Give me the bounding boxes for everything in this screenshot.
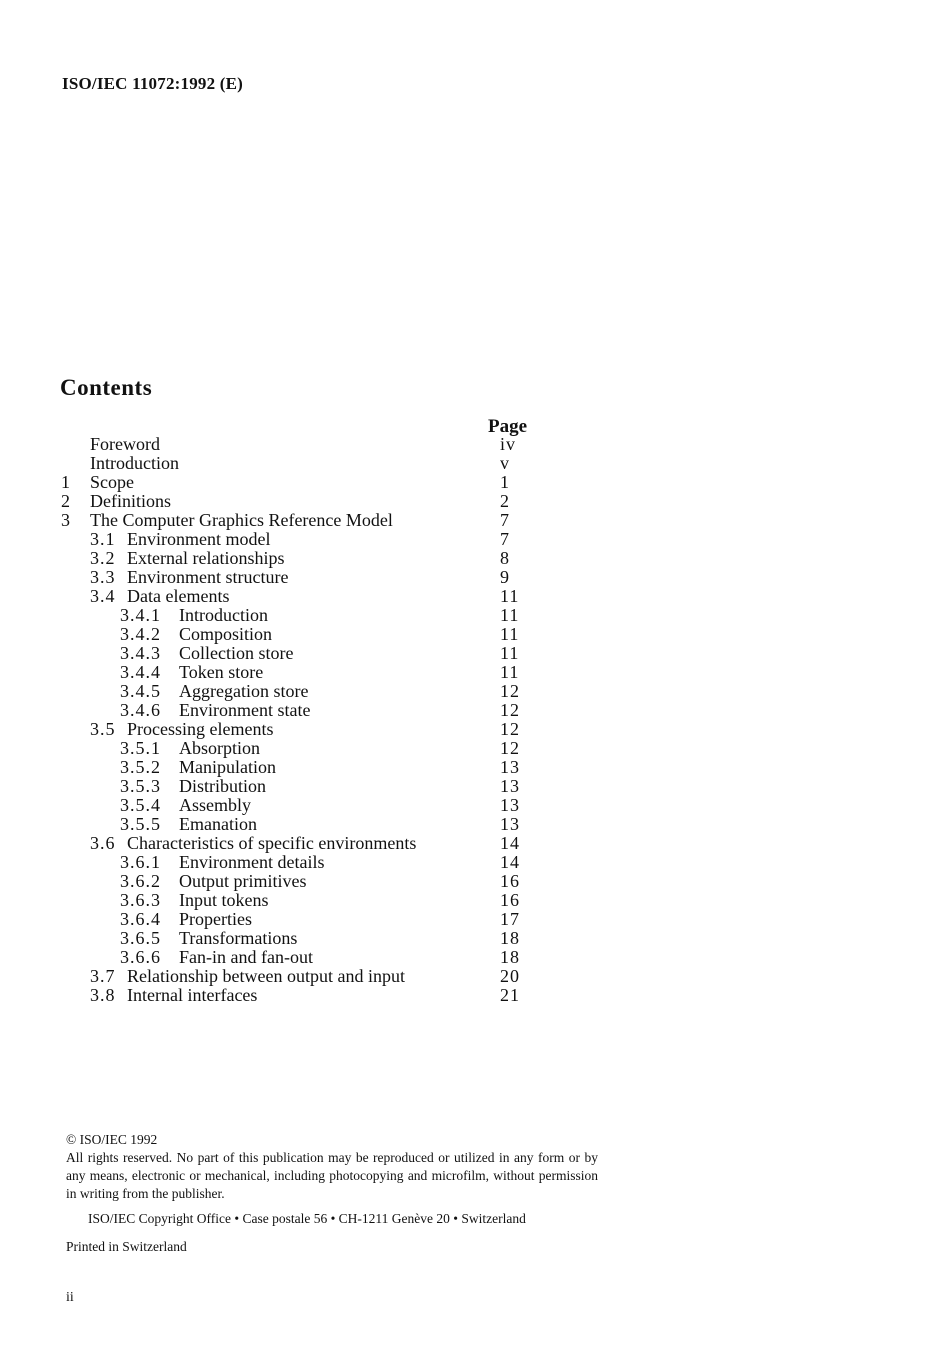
toc-entry-page: 7 (500, 529, 510, 549)
toc-entry (0, 644, 950, 663)
toc-entry (0, 758, 950, 777)
page-number: ii (66, 1290, 74, 1305)
contents-title: Contents (60, 375, 153, 400)
toc-entry (0, 625, 950, 644)
toc-entry-title: Manipulation (179, 757, 276, 777)
toc-entry-number: 3.4.3 (120, 643, 161, 663)
toc-entry-title: Introduction (90, 453, 179, 473)
toc-entry (0, 777, 950, 796)
toc-entry-page: 13 (500, 814, 520, 834)
toc-entry-title: Environment details (179, 852, 325, 872)
toc-entry-page: 2 (500, 491, 510, 511)
toc-entry-number: 3.4.2 (120, 624, 161, 644)
toc-entry (0, 948, 950, 967)
toc-entry-number: 3.6.5 (120, 928, 161, 948)
toc-entry-title: Distribution (179, 776, 267, 796)
copyright-office-address: ISO/IEC Copyright Office • Case postale 56 • CH-1211 Genève 20 • Switzerland (88, 1211, 526, 1226)
toc-entry-page: 16 (500, 871, 520, 891)
rights-statement: All rights reserved. No part of this publication may be reproduced or utilized in any form or by any means, electronic or mechanical, including photocopying and microfilm, without permission in writing from the publisher. (66, 1150, 598, 1201)
toc-entry-title: The Computer Graphics Reference Model (90, 510, 393, 530)
toc-entry-number: 3.6.2 (120, 871, 161, 891)
toc-entry-title: Absorption (179, 738, 260, 758)
toc-entry-page: 11 (500, 586, 520, 606)
toc-entry-number: 3.6 (90, 833, 116, 853)
toc-entry-number: 3.6.6 (120, 947, 161, 967)
toc-entry-number: 3.5.4 (120, 795, 161, 815)
toc-entry (0, 739, 950, 758)
toc-entry-number: 3.1 (90, 529, 116, 549)
toc-entry (0, 834, 950, 853)
toc-entry-page: 11 (500, 605, 520, 625)
toc-entry-title: Scope (90, 472, 134, 492)
toc-entry-title: Collection store (179, 643, 294, 663)
toc-entry (0, 701, 950, 720)
toc-entry-number: 3 (61, 510, 70, 530)
toc-entry-page: 13 (500, 776, 520, 796)
toc-entry-title: Properties (179, 909, 252, 929)
toc-entry-title: Environment structure (127, 567, 289, 587)
toc-entry (0, 872, 950, 891)
toc-entry-page: 9 (500, 567, 510, 587)
toc-entry-page: 13 (500, 795, 520, 815)
toc-entry-page: 17 (500, 909, 520, 929)
toc-entry (0, 530, 950, 549)
toc-entry-page: 20 (500, 966, 520, 986)
toc-entry (0, 435, 950, 454)
toc-entry-title: Fan-in and fan-out (179, 947, 313, 967)
toc-entry-number: 3.6.3 (120, 890, 161, 910)
toc-entry-title: Environment model (127, 529, 271, 549)
toc-entry-number: 3.7 (90, 966, 116, 986)
toc-entry-page: 12 (500, 681, 520, 701)
toc-entry-number: 3.4.5 (120, 681, 161, 701)
toc-entry-number: 3.5.2 (120, 757, 161, 777)
toc-entry (0, 606, 950, 625)
toc-entry-page: 11 (500, 662, 520, 682)
toc-entry-title: Token store (179, 662, 264, 682)
toc-entry-number: 3.8 (90, 985, 116, 1005)
toc-entry (0, 891, 950, 910)
toc-entry (0, 587, 950, 606)
copyright-block (66, 1131, 598, 1203)
toc-entry-page: 11 (500, 624, 520, 644)
toc-entry-number: 3.5.3 (120, 776, 161, 796)
toc-entry-number: 1 (61, 472, 70, 492)
toc-entry (0, 967, 950, 986)
toc-entry-number: 3.4.4 (120, 662, 161, 682)
toc-entry-page: 12 (500, 700, 520, 720)
toc-entry-page: 7 (500, 510, 510, 530)
toc-entry-number: 3.5.1 (120, 738, 161, 758)
toc-entry-title: External relationships (127, 548, 285, 568)
toc-entry-title: Aggregation store (179, 681, 309, 701)
toc-entry-title: Introduction (179, 605, 268, 625)
toc-entry (0, 492, 950, 511)
toc-entry-title: Internal interfaces (127, 985, 258, 1005)
toc-entry (0, 929, 950, 948)
toc-entry-page: 13 (500, 757, 520, 777)
toc-entry-title: Environment state (179, 700, 311, 720)
toc-entry (0, 454, 950, 473)
toc-entry-title: Processing elements (127, 719, 274, 739)
toc-entry-page: 21 (500, 985, 520, 1005)
toc-entry-title: Data elements (127, 586, 230, 606)
toc-entry-page: 8 (500, 548, 510, 568)
toc-entry-number: 3.4 (90, 586, 116, 606)
toc-entry-number: 3.2 (90, 548, 116, 568)
toc-entry-title: Transformations (179, 928, 298, 948)
copyright-notice: © ISO/IEC 1992 (66, 1132, 158, 1147)
toc-entry-page: 14 (500, 852, 520, 872)
toc-entry-page: 16 (500, 890, 520, 910)
toc-entry (0, 853, 950, 872)
toc-entry-title: Assembly (179, 795, 251, 815)
toc-entry (0, 568, 950, 587)
toc-entry-page: 1 (500, 472, 510, 492)
toc-entry (0, 910, 950, 929)
toc-entry (0, 511, 950, 530)
toc-entry-number: 3.4.1 (120, 605, 161, 625)
toc-entry-number: 3.3 (90, 567, 116, 587)
toc-entry-title: Composition (179, 624, 273, 644)
toc-entry-number: 3.6.4 (120, 909, 161, 929)
printed-in: Printed in Switzerland (66, 1239, 187, 1254)
toc-entry (0, 663, 950, 682)
toc-entry-page: 12 (500, 719, 520, 739)
toc-entry (0, 815, 950, 834)
toc-entry-title: Foreword (90, 434, 160, 454)
toc-entry (0, 473, 950, 492)
toc-entry-title: Output primitives (179, 871, 307, 891)
toc-entry-title: Definitions (90, 491, 171, 511)
table-of-contents (0, 435, 950, 1005)
toc-entry-page: 18 (500, 928, 520, 948)
toc-entry-number: 3.5 (90, 719, 116, 739)
toc-entry-number: 2 (61, 491, 70, 511)
page-column-header: Page (488, 416, 528, 437)
toc-entry-page: iv (500, 434, 517, 454)
toc-entry-page: 12 (500, 738, 520, 758)
toc-entry (0, 796, 950, 815)
toc-entry-page: v (500, 453, 510, 473)
toc-entry-title: Relationship between output and input (127, 966, 405, 986)
toc-entry (0, 549, 950, 568)
document-id: ISO/IEC 11072:1992 (E) (62, 74, 244, 93)
toc-entry-number: 3.4.6 (120, 700, 161, 720)
toc-entry (0, 986, 950, 1005)
toc-entry-number: 3.5.5 (120, 814, 161, 834)
toc-entry-page: 18 (500, 947, 520, 967)
toc-entry-page: 11 (500, 643, 520, 663)
toc-entry-number: 3.6.1 (120, 852, 161, 872)
toc-entry (0, 682, 950, 701)
toc-entry-title: Input tokens (179, 890, 269, 910)
toc-entry-page: 14 (500, 833, 520, 853)
toc-entry-title: Characteristics of specific environments (127, 833, 417, 853)
toc-entry-title: Emanation (179, 814, 257, 834)
toc-entry (0, 720, 950, 739)
